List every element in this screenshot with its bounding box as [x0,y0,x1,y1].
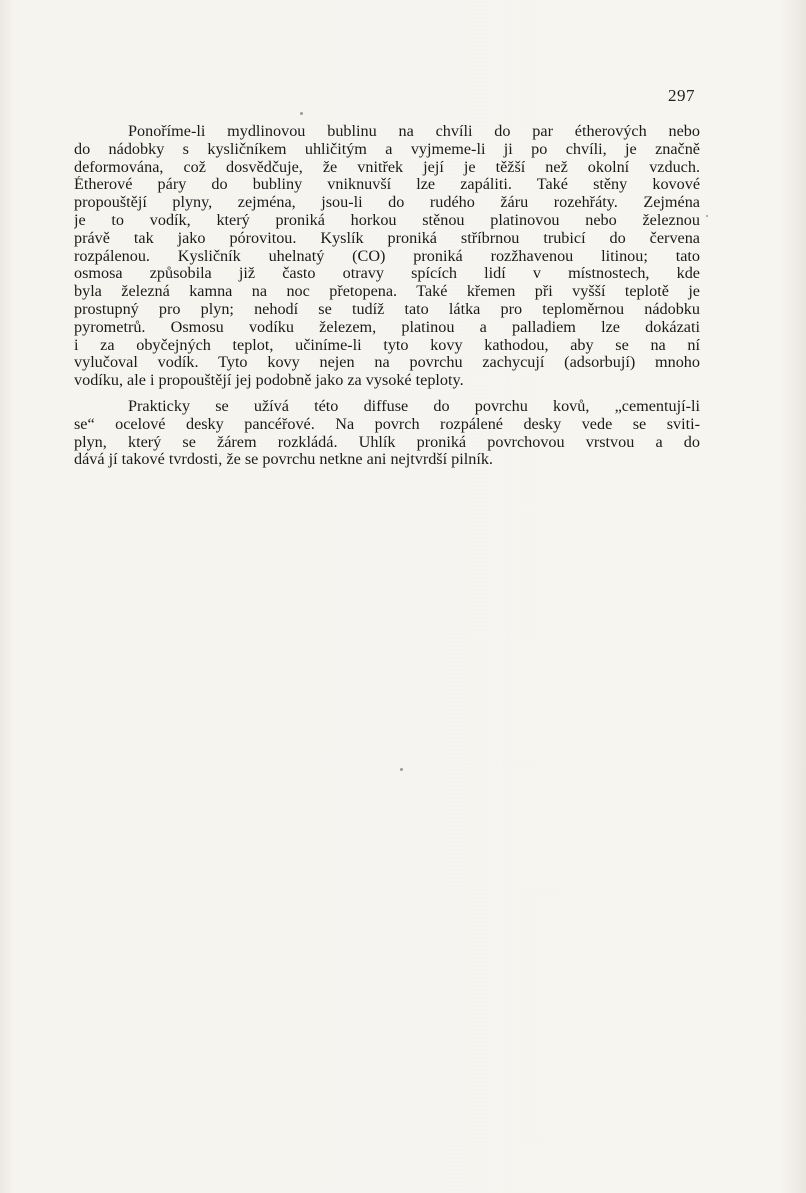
text-line: se“ ocelové desky pancéřové. Na povrch rozpálené desky vede se sviti- [74,415,700,433]
text-line: osmosa způsobila již často otravy spících lidí v místnostech, kde [74,265,700,283]
text-line: vodíku, ale i propouštějí jej podobně jako za vysoké teploty. [74,372,464,390]
text-line: deformována, což dosvědčuje, že vnitřek její je těžší než okolní vzduch. [74,158,700,176]
text-line: i za obyčejných teplot, učiníme-li tyto kovy kathodou, aby se na ní [74,336,700,354]
scan-speck [400,768,403,771]
text-line: Étherové páry do bubliny vniknuvší lze zapáliti. Také stěny kovové [74,176,700,194]
text-line: do nádobky s kysličníkem uhličitým a vyjmeme-li ji po chvíli, je značně [74,140,700,158]
text-line: prostupný pro plyn; nehodí se tudíž tato látka pro teploměrnou nádobku [74,300,700,318]
text-line: propouštějí plyny, zejména, jsou-li do rudého žáru rozehřáty. Zejména [74,194,700,212]
text-line: dává jí takové tvrdosti, že se povrchu netkne ani nejtvrdší pilník. [74,451,493,469]
text-line: plyn, který se žárem rozkládá. Uhlík proniká povrchovou vrstvou a do [74,433,700,451]
scan-speck [300,112,303,115]
text-line: pyrometrů. Osmosu vodíku železem, platinou a palladiem lze dokázati [74,318,700,336]
page-number: 297 [668,86,695,105]
text-line: vylučoval vodík. Tyto kovy nejen na povrchu zachycují (adsorbují) mnoho [74,354,700,372]
paragraph-1 [74,123,700,390]
paragraph-2 [74,398,700,469]
text-line: právě tak jako pórovitou. Kyslík proniká stříbrnou trubicí do červena [74,229,700,247]
scan-speck [706,215,708,217]
text-line: je to vodík, který proniká horkou stěnou platinovou nebo železnou [74,211,700,229]
body-text [74,123,700,469]
text-line: byla železná kamna na noc přetopena. Také křemen při vyšší teplotě je [74,283,700,301]
text-line: Prakticky se užívá této diffuse do povrchu kovů, „cementují-li [128,397,700,415]
text-line: Ponoříme-li mydlinovou bublinu na chvíli do par étherových nebo [128,123,700,140]
text-line: rozpálenou. Kysličník uhelnatý (CO) proniká rozžhavenou litinou; tato [74,247,700,265]
paragraph-gap [74,390,700,398]
